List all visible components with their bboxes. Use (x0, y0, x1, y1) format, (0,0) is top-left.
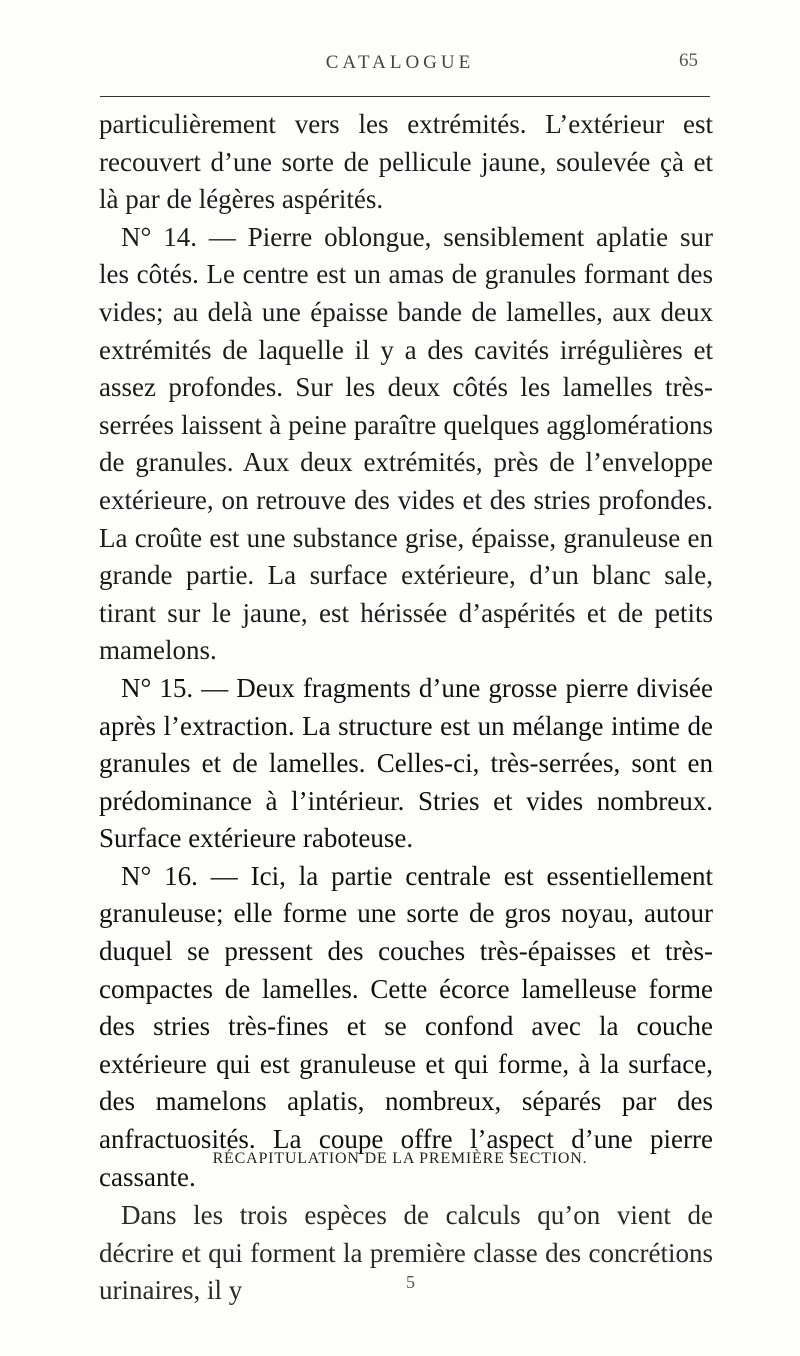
page-number: 65 (679, 50, 698, 71)
paragraph-recapitulation: Dans les trois espèces de calculs qu’on vient de décrire et qui forment la première classe des concrétions urinaires, il y (99, 1200, 713, 1306)
signature-mark: 5 (406, 1272, 415, 1292)
paragraph-continuation: particulièrement vers les extrémités. L’extérieur est recouvert d’une sorte de pellicule jaune, soulevée çà et là par de légères aspérités. (99, 109, 713, 215)
body-text (99, 106, 713, 1196)
paragraph-no-16: N° 16. — Ici, la partie centrale est essentiellement granuleuse; elle forme une sorte de gros noyau, autour duquel se pressent des couches très-épaisses et très-compactes de lamelles. Cette écorce lamelleuse forme des stries très-fines et se confond avec la couche extérieure qui est granuleuse et qui forme, à la surface, des mamelons aplatis, nombreux, séparés par des anfractuosités. La coupe offre l’aspect d’une pierre cassante. (99, 860, 713, 1192)
header-rule (100, 96, 710, 97)
section-heading: RÉCAPITULATION DE LA PREMIÈRE SECTION. (212, 1150, 588, 1167)
running-head (0, 50, 800, 84)
paragraph-no-15: N° 15. — Deux fragments d’une grosse pierre divisée après l’extraction. La structure est un mélange intime de granules et de lamelles. Celles-ci, très-serrées, sont en prédominance à l’intérieur. Stries et vides nombreux. Surface extérieure raboteuse. (99, 672, 713, 854)
paragraph-no-14: N° 14. — Pierre oblongue, sensiblement aplatie sur les côtés. Le centre est un amas de granules formant des vides; au delà une épaisse bande de lamelles, aux deux extrémités de laquelle il y a des cavités irrégulières et assez profondes. Sur les deux côtés les lamelles très-serrées laissent à peine paraître quelques agglomérations de granules. Aux deux extrémités, près de l’enveloppe extérieure, on retrouve des vides et des stries profondes. La croûte est une substance grise, épaisse, granuleuse en grande partie. La surface extérieure, d’un blanc sale, tirant sur le jaune, est hérissée d’aspérités et de petits mamelons. (99, 221, 713, 666)
running-title: CATALOGUE (325, 52, 475, 73)
